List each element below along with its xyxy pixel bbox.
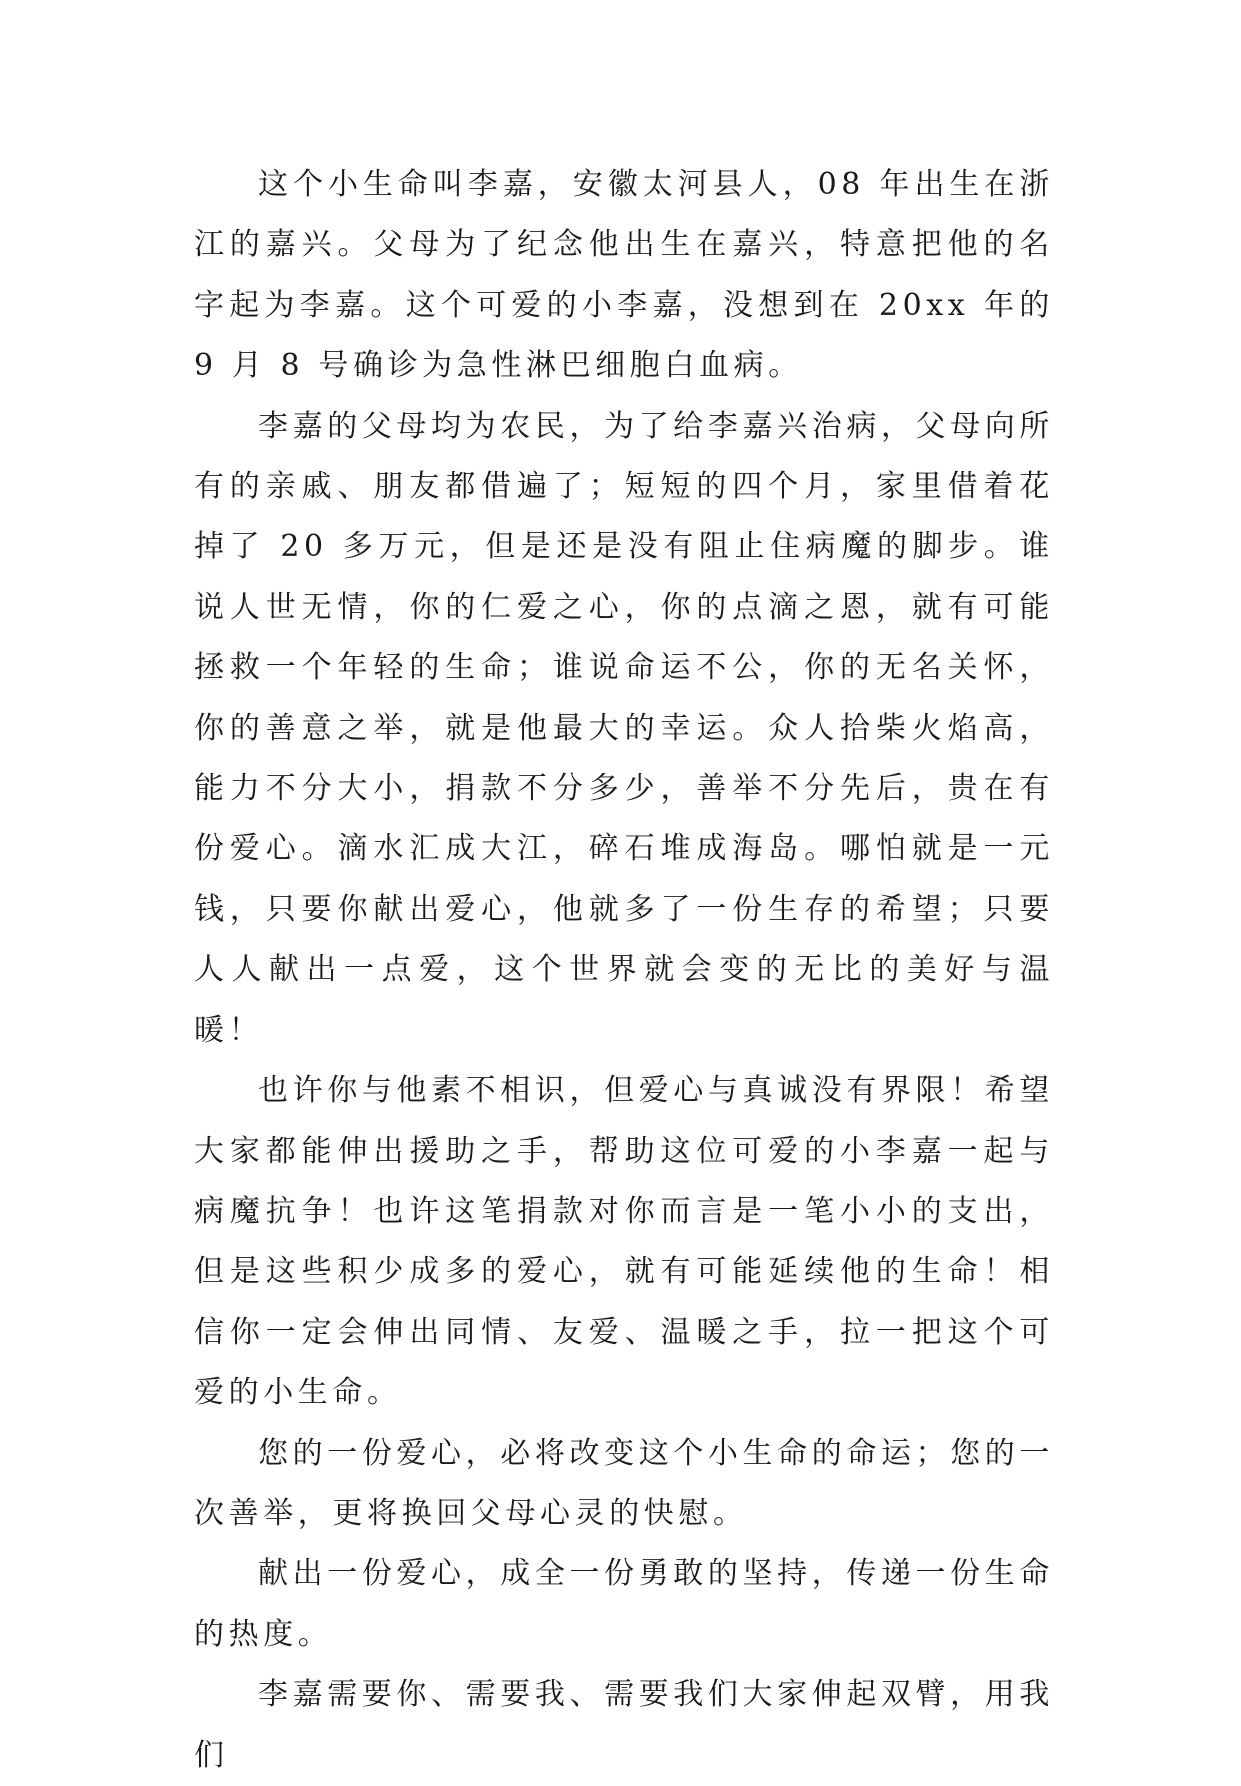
paragraph-1: 这个小生命叫李嘉，安徽太河县人，08 年出生在浙江的嘉兴。父母为了纪念他出生在嘉兴，特意把他的名字起为李嘉。这个可爱的小李嘉，没想到在 20xx 年的 9 月 8 号确诊为急性淋巴细胞白血病。 [194, 167, 1054, 384]
paragraph-6: 李嘉需要你、需要我、需要我们大家伸起双臂，用我们 [194, 1677, 1054, 1773]
document-body [194, 155, 1054, 1786]
paragraph-4: 您的一份爱心，必将改变这个小生命的命运；您的一次善举，更将换回父母心灵的快慰。 [194, 1435, 1054, 1531]
paragraph-2: 李嘉的父母均为农民，为了给李嘉兴治病，父母向所有的亲戚、朋友都借遍了；短短的四个月，家里借着花掉了 20 多万元，但是还是没有阻止住病魔的脚步。谁说人世无情，你的仁爱之心，你的点滴之恩，就有可能拯救一个年轻的生命；谁说命运不公，你的无名关怀，你的善意之举，就是他最大的幸运。众人拾柴火焰高，能力不分大小，捐款不分多少，善举不分先后，贵在有份爱心。滴水汇成大江，碎石堆成海岛。哪怕就是一元钱，只要你献出爱心，他就多了一份生存的希望；只要人人献出一点爱，这个世界就会变的无比的美好与温暖！ [194, 408, 1054, 1048]
paragraph-3: 也许你与他素不相识，但爱心与真诚没有界限！希望大家都能伸出援助之手，帮助这位可爱的小李嘉一起与病魔抗争！也许这笔捐款对你而言是一笔小小的支出，但是这些积少成多的爱心，就有可能延续他的生命！相信你一定会伸出同情、友爱、温暖之手，拉一把这个可爱的小生命。 [194, 1073, 1054, 1411]
paragraph-5: 献出一份爱心，成全一份勇敢的坚持，传递一份生命的热度。 [194, 1556, 1054, 1652]
